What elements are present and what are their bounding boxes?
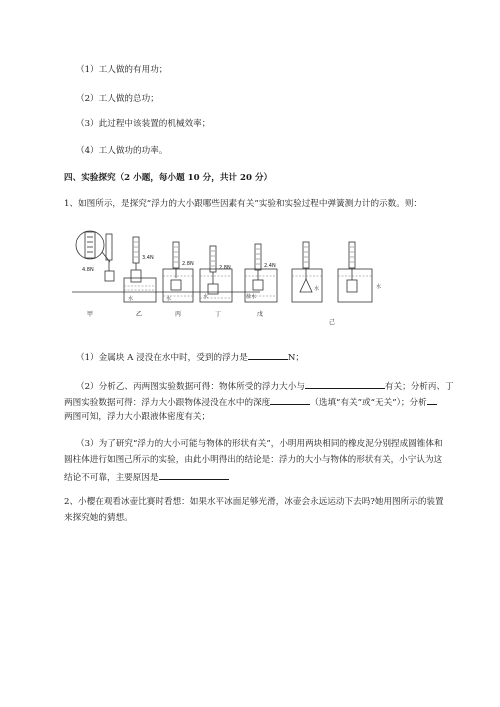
panel-label-jia: 甲 — [87, 311, 94, 318]
clay-cylinder — [347, 280, 357, 292]
experiment-diagram — [70, 224, 388, 332]
spring-balance-yi — [133, 237, 139, 263]
question-1-part-3-line-1: （3）为了研究“浮力的大小可能与物体的形状有关”，小明用两块相同的橡皮泥分别捏成圆锥体和 — [76, 439, 443, 449]
question-1-part-2-line-1 — [76, 379, 454, 393]
answer-blank-4[interactable] — [427, 395, 437, 405]
panel-label-wu: 戊 — [257, 311, 264, 318]
part-1-text: （1）金属块 A 浸没在水中时，受到的浮力是 — [76, 353, 248, 363]
block-a-ding — [208, 284, 218, 294]
question-item-4: （4）工人做功的功率。 — [76, 146, 168, 156]
question-1-part-3-line-3 — [64, 470, 229, 484]
question-item-1: （1）工人做的有用功； — [76, 65, 168, 75]
spring-balance-ji-left — [303, 242, 309, 268]
spring-balance-jia — [106, 234, 112, 260]
answer-blank-3[interactable] — [270, 395, 310, 405]
part-2-text-b: 有关；分析丙、丁 — [384, 382, 454, 392]
liquid-label-wu: 盐水 — [246, 294, 257, 300]
part-2-text-a: （2）分析乙、丙两图实验数据可得：物体所受的浮力大小与 — [76, 382, 305, 392]
spring-balance-ji-right — [349, 242, 355, 268]
answer-blank-2[interactable] — [305, 379, 385, 389]
reading-bing: 2.8N — [182, 261, 194, 267]
question-1-part-3-line-2: 圆柱体进行如图己所示的实验，由此小明得出的结论是：浮力的大小与物体的形状有关，小宁认为这 — [64, 455, 443, 465]
liquid-label-bing: 水 — [166, 296, 172, 302]
question-item-3: （3）此过程中该装置的机械效率； — [76, 119, 211, 129]
magnifier-circle — [76, 231, 104, 259]
reading-jia: 4.8N — [82, 267, 94, 273]
reading-yi: 3.4N — [142, 255, 154, 261]
answer-blank-1[interactable] — [248, 350, 288, 360]
spring-balance-ding — [210, 246, 216, 272]
panel-label-yi: 乙 — [136, 311, 143, 318]
spring-balance-bing — [173, 242, 179, 268]
part-3-text-c: 结论不可靠，主要原因是 — [64, 473, 159, 483]
block-a-wu — [253, 280, 263, 290]
block-a-yi — [131, 270, 141, 282]
question-1-part-2-line-2 — [64, 395, 437, 409]
liquid-label-ji-right: 水 — [376, 284, 382, 290]
balance-scale-zoom — [85, 232, 95, 258]
section-title: 四、实验探究（2 小题，每小题 10 分，共计 20 分） — [64, 173, 273, 183]
spring-balance-wu — [255, 244, 261, 270]
reading-wu: 2.4N — [264, 263, 276, 269]
question-item-2: （2）工人做的总功； — [76, 94, 159, 104]
question-1-part-2-line-3: 两图可知，浮力大小跟液体密度有关； — [64, 412, 211, 422]
reading-ding: 2.8N — [219, 265, 231, 271]
block-a-jia — [105, 271, 114, 281]
beaker-ji-right — [338, 269, 372, 302]
liquid-label-ding: 水 — [203, 294, 209, 300]
answer-blank-5[interactable] — [159, 470, 229, 480]
panel-label-bing: 丙 — [175, 311, 182, 318]
clay-cone — [300, 279, 312, 292]
panel-label-ji: 己 — [329, 319, 336, 326]
liquid-label-ji-left: 水 — [314, 286, 320, 292]
question-2-line-2: 来探究她的猜想。 — [64, 513, 133, 523]
part-1-unit: N； — [287, 353, 304, 363]
panel-label-ding: 丁 — [215, 311, 222, 318]
question-1-stem: 1、如图所示，是探究“浮力的大小跟哪些因素有关”实验和实验过程中弹簧测力计的示数。则： — [64, 199, 423, 209]
question-1-part-1 — [76, 350, 304, 364]
liquid-label-yi: 水 — [128, 296, 134, 302]
block-a-bing — [171, 280, 181, 290]
question-2-line-1: 2、小樱在观看冰壶比赛时看想：如果水平冰面足够光滑，冰壶会永远运动下去吗?她用图所示的装置 — [64, 497, 444, 507]
part-2-text-c: 两图实验数据可得：浮力大小跟物体浸没在水中的深度 — [64, 398, 271, 408]
part-2-text-d: （选填“有关”或“无关”）；分析 — [310, 398, 427, 408]
buoyancy-experiment-figure — [70, 224, 388, 332]
